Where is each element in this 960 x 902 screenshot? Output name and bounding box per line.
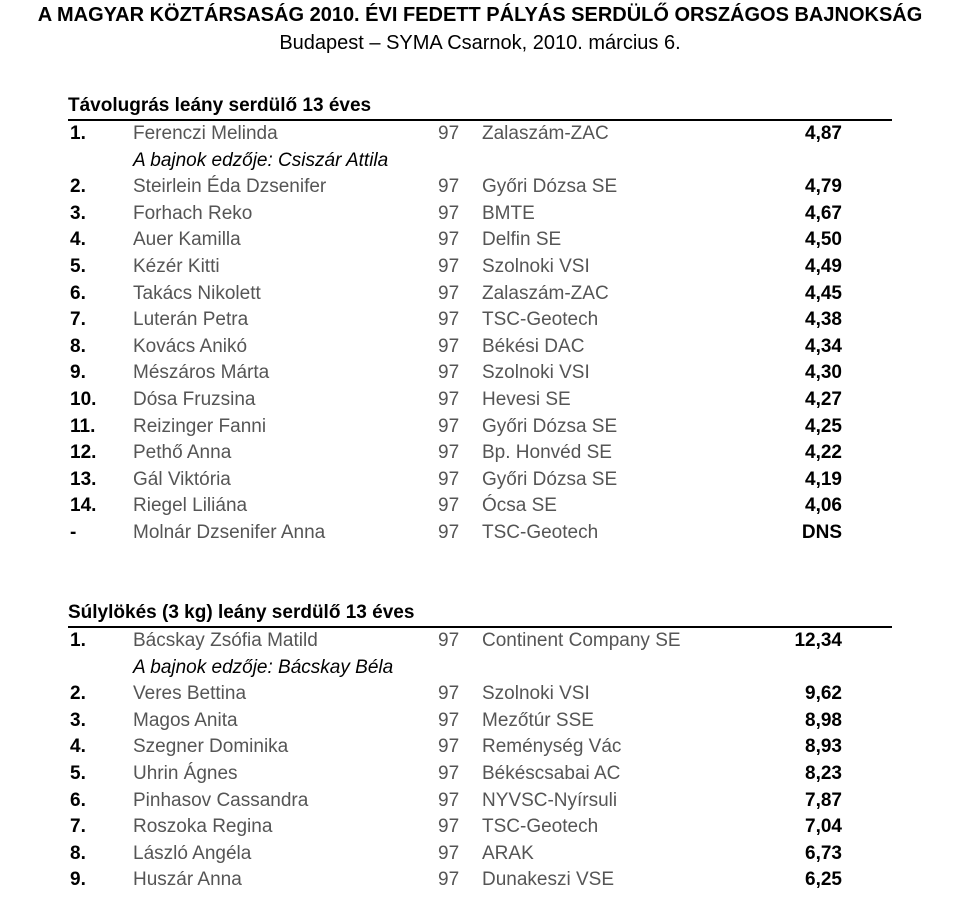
athlete-name: Steirlein Éda Dzsenifer xyxy=(133,176,327,198)
athlete-name: Molnár Dzsenifer Anna xyxy=(133,522,326,543)
club-name: Bp. Honvéd SE xyxy=(482,442,612,464)
birth-year: 97 xyxy=(438,683,460,705)
club-name: Békéscsabai AC xyxy=(482,763,621,784)
birth-year: 97 xyxy=(438,495,460,517)
result-row xyxy=(0,254,960,281)
rank-cell: 5. xyxy=(70,763,86,784)
birth-year: 97 xyxy=(438,736,460,758)
rank-cell: 13. xyxy=(70,468,97,490)
result-value: 4,45 xyxy=(805,282,842,304)
result-row xyxy=(0,814,960,841)
result-row xyxy=(0,281,960,308)
club-name: BMTE xyxy=(482,202,535,224)
club-name: Continent Company SE xyxy=(482,630,681,651)
birth-year: 97 xyxy=(438,522,460,543)
result-row xyxy=(0,681,960,708)
result-row xyxy=(0,334,960,361)
rank-cell: 7. xyxy=(70,309,86,331)
result-row xyxy=(0,414,960,441)
result-value: 4,34 xyxy=(805,335,842,357)
club-name: Győri Dózsa SE xyxy=(482,176,618,198)
athlete-name: Huszár Anna xyxy=(133,869,242,891)
result-value: 4,38 xyxy=(805,309,842,331)
rank-cell: 11. xyxy=(70,415,96,437)
club-name: NYVSC-Nyírsuli xyxy=(482,789,618,811)
result-row xyxy=(0,628,960,655)
venue-date: Budapest – SYMA Csarnok, 2010. március 6. xyxy=(279,32,681,54)
athlete-name: Auer Kamilla xyxy=(133,229,241,251)
club-name: Győri Dózsa SE xyxy=(482,415,618,437)
rank-cell: 3. xyxy=(70,202,86,224)
rank-cell: 6. xyxy=(70,789,86,811)
athlete-name: Luterán Petra xyxy=(133,309,249,331)
result-value: 4,27 xyxy=(805,389,842,410)
athlete-name: Takács Nikolett xyxy=(133,282,261,304)
athlete-name: Forhach Reko xyxy=(133,202,253,224)
birth-year: 97 xyxy=(438,842,460,864)
athlete-name: Pinhasov Cassandra xyxy=(133,789,309,811)
result-value: 4,50 xyxy=(805,229,842,251)
athlete-name: Szegner Dominika xyxy=(133,736,289,758)
athlete-name: Uhrin Ágnes xyxy=(133,763,238,784)
section-heading: Távolugrás leány serdülő 13 éves xyxy=(68,94,892,121)
birth-year: 97 xyxy=(438,202,460,224)
club-name: Ócsa SE xyxy=(482,495,557,517)
rank-cell: 1. xyxy=(70,630,86,651)
result-row xyxy=(0,387,960,414)
rank-cell: 4. xyxy=(70,736,86,758)
birth-year: 97 xyxy=(438,442,460,464)
result-value: DNS xyxy=(801,522,842,543)
club-name: Győri Dózsa SE xyxy=(482,468,618,490)
coach-note xyxy=(0,148,960,175)
page-title: A MAGYAR KÖZTÁRSASÁG 2010. ÉVI FEDETT PÁLYÁS SERDÜLŐ ORSZÁGOS BAJNOKSÁG xyxy=(37,4,923,26)
club-name: Dunakeszi VSE xyxy=(482,869,615,891)
athlete-name: Veres Bettina xyxy=(133,683,247,705)
club-name: Delfin SE xyxy=(482,229,562,251)
birth-year: 97 xyxy=(438,176,460,198)
club-name: Zalaszám-ZAC xyxy=(482,123,609,144)
result-row xyxy=(0,520,960,547)
club-name: Szolnoki VSI xyxy=(482,362,590,384)
result-row xyxy=(0,841,960,868)
rank-cell: 9. xyxy=(70,362,86,384)
club-name: Mezőtúr SSE xyxy=(482,709,594,731)
result-row xyxy=(0,788,960,815)
athlete-name: Riegel Liliána xyxy=(133,495,248,517)
result-row xyxy=(0,493,960,520)
result-value: 4,79 xyxy=(805,176,842,198)
rank-cell: 9. xyxy=(70,869,86,891)
birth-year: 97 xyxy=(438,282,460,304)
result-value: 8,98 xyxy=(805,709,842,731)
club-name: TSC-Geotech xyxy=(482,816,599,838)
result-row xyxy=(0,121,960,148)
club-name: Hevesi SE xyxy=(482,389,571,410)
athlete-name: Pethő Anna xyxy=(133,442,232,464)
result-value: 4,25 xyxy=(805,415,842,437)
result-value: 9,62 xyxy=(805,683,842,705)
result-value: 4,87 xyxy=(805,123,842,144)
athlete-name: Kézér Kitti xyxy=(133,256,220,277)
result-value: 7,87 xyxy=(805,789,842,811)
result-value: 4,19 xyxy=(805,468,842,490)
athlete-name: Roszoka Regina xyxy=(133,816,273,838)
birth-year: 97 xyxy=(438,389,460,410)
birth-year: 97 xyxy=(438,630,460,651)
rank-cell: - xyxy=(70,522,77,543)
birth-year: 97 xyxy=(438,229,460,251)
rank-cell: 8. xyxy=(70,842,86,864)
club-name: Reménység Vác xyxy=(482,736,622,758)
birth-year: 97 xyxy=(438,869,460,891)
club-name: ARAK xyxy=(482,842,534,864)
club-name: Szolnoki VSI xyxy=(482,683,590,705)
athlete-name: Bácskay Zsófia Matild xyxy=(133,630,318,651)
athlete-name: Gál Viktória xyxy=(133,468,231,490)
result-value: 8,93 xyxy=(805,736,842,758)
rank-cell: 3. xyxy=(70,709,86,731)
birth-year: 97 xyxy=(438,468,460,490)
birth-year: 97 xyxy=(438,709,460,731)
result-row xyxy=(0,440,960,467)
rank-cell: 2. xyxy=(70,683,86,705)
result-row xyxy=(0,467,960,494)
rank-cell: 5. xyxy=(70,256,86,277)
athlete-name: Ferenczi Melinda xyxy=(133,123,278,144)
athlete-name: Kovács Anikó xyxy=(133,335,248,357)
birth-year: 97 xyxy=(438,763,460,784)
birth-year: 97 xyxy=(438,335,460,357)
coach-note xyxy=(0,655,960,682)
result-row xyxy=(0,227,960,254)
result-row xyxy=(0,307,960,334)
result-value: 4,67 xyxy=(805,202,842,224)
rank-cell: 14. xyxy=(70,495,97,517)
result-row xyxy=(0,360,960,387)
birth-year: 97 xyxy=(438,123,460,144)
rank-cell: 7. xyxy=(70,816,86,838)
result-value: 6,25 xyxy=(805,869,842,891)
rank-cell: 8. xyxy=(70,335,86,357)
result-value: 4,49 xyxy=(805,256,842,277)
rank-cell: 10. xyxy=(70,389,97,410)
result-row xyxy=(0,867,960,894)
athlete-name: László Angéla xyxy=(133,842,252,864)
result-value: 4,06 xyxy=(805,495,842,517)
rank-cell: 1. xyxy=(70,123,86,144)
result-value: 6,73 xyxy=(805,842,842,864)
club-name: Szolnoki VSI xyxy=(482,256,590,277)
birth-year: 97 xyxy=(438,816,460,838)
club-name: TSC-Geotech xyxy=(482,309,599,331)
result-value: 8,23 xyxy=(805,763,842,784)
section-heading: Súlylökés (3 kg) leány serdülő 13 éves xyxy=(68,601,892,628)
athlete-name: Reizinger Fanni xyxy=(133,415,267,437)
birth-year: 97 xyxy=(438,789,460,811)
result-value: 12,34 xyxy=(794,630,842,651)
result-row xyxy=(0,761,960,788)
club-name: TSC-Geotech xyxy=(482,522,599,543)
athlete-name: Mészáros Márta xyxy=(133,362,270,384)
coach-text: A bajnok edzője: Bácskay Béla xyxy=(133,656,394,678)
birth-year: 97 xyxy=(438,362,460,384)
rank-cell: 12. xyxy=(70,442,97,464)
birth-year: 97 xyxy=(438,256,460,277)
coach-text: A bajnok edzője: Csiszár Attila xyxy=(133,149,389,171)
club-name: Zalaszám-ZAC xyxy=(482,282,609,304)
rank-cell: 2. xyxy=(70,176,86,198)
result-row xyxy=(0,174,960,201)
result-row xyxy=(0,708,960,735)
club-name: Békési DAC xyxy=(482,335,585,357)
result-value: 7,04 xyxy=(805,816,842,838)
result-row xyxy=(0,201,960,228)
athlete-name: Dósa Fruzsina xyxy=(133,389,256,410)
birth-year: 97 xyxy=(438,415,460,437)
rank-cell: 4. xyxy=(70,229,86,251)
rank-cell: 6. xyxy=(70,282,86,304)
birth-year: 97 xyxy=(438,309,460,331)
athlete-name: Magos Anita xyxy=(133,709,238,731)
result-row xyxy=(0,734,960,761)
result-value: 4,22 xyxy=(805,442,842,464)
result-value: 4,30 xyxy=(805,362,842,384)
